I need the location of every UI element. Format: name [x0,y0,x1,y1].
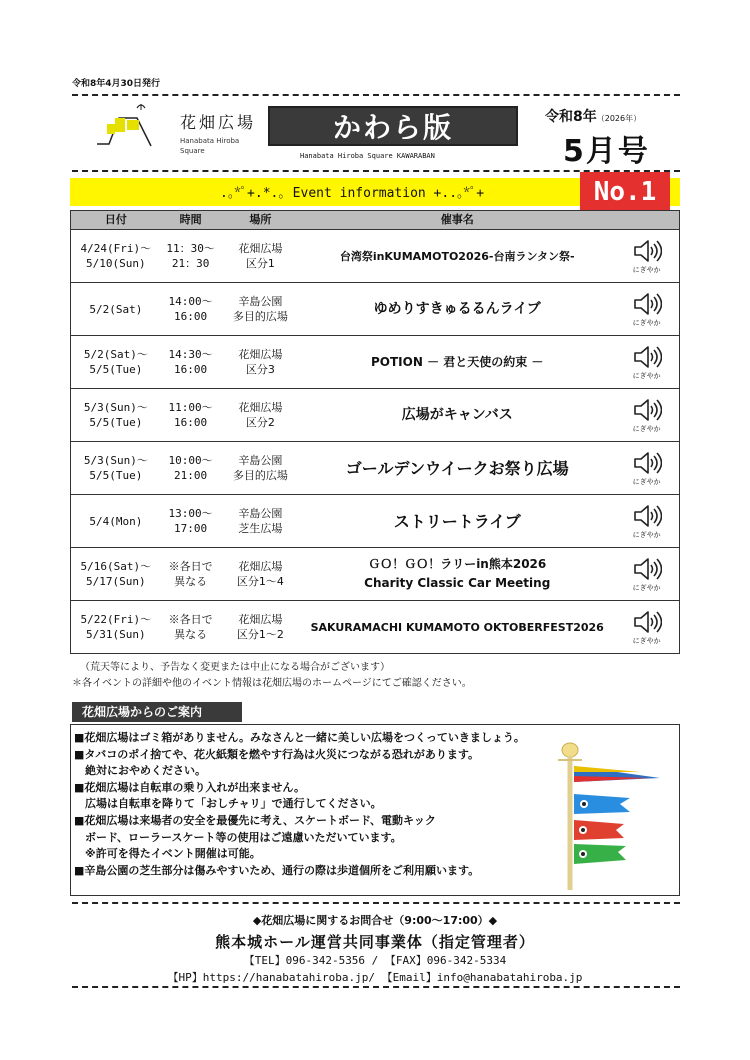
event-date: 4/24(Fri)～ 5/10(Sun) [80,242,152,270]
brand-sub: Hanabata Hiroba Square [180,137,240,155]
event-date: 5/3(Sun)～ 5/5(Tue) [83,401,148,429]
guide-tab: 花畑広場からのご案内 [72,702,242,722]
guide-line: ボード、ローラースケート等の使用はご遠慮いただいています。 [74,830,402,844]
guide-line: ※許可を得たイベント開催は可能。 [74,847,261,861]
sound-label: にぎやか [632,424,661,433]
sound-level [614,344,679,381]
event-name: ゆめりすきゅるるんライブ [373,300,541,317]
event-place: 辛島公園 多目的広場 [232,454,288,482]
event-name: POTION － 君と天使の約束 － [371,354,544,369]
event-name: ストリートライブ [393,511,521,531]
event-place: 辛島公園 多目的広場 [232,295,288,323]
event-name: SAKURAMACHI KUMAMOTO OKTOBERFEST2026 [310,620,604,634]
note-weather: （荒天等により、予告なく変更または中止になる場合がございます） [80,662,390,673]
table-row [71,388,679,441]
table-row [71,335,679,388]
guide-line: ■花畑広場はゴミ箱がありません。みなさんと一緒に美しい広場をつくっていきましょう。 [74,731,525,744]
event-name: ＧＯ！ＧＯ！ラリーin熊本2026 Charity Classic Car Meeting [364,557,551,590]
contact-heading: ◆花畑広場に関するお問合せ（9:00～17:00）◆ [252,914,498,927]
table-row [71,441,679,494]
sound-label: にぎやか [632,636,661,645]
event-time: ※各日で 異なる [168,560,213,588]
table-row [71,600,679,653]
table-row [71,229,679,282]
header-event: 催事名 [440,213,474,226]
table-header [71,211,679,229]
newsletter-title: かわら版 [268,106,518,146]
event-date: 5/2(Sat)～ 5/5(Tue) [83,348,148,376]
event-place: 花畑広場 区分1 [238,242,283,270]
speaker-icon [632,291,662,317]
speaker-icon [632,609,662,635]
sound-level [614,556,679,593]
sound-level [614,609,679,646]
event-place: 花畑広場 区分3 [238,348,283,376]
era-year: 令和8年（2026年） [545,109,642,125]
event-time: 10:00～ 21:00 [168,454,213,482]
sound-label: にぎやか [632,530,661,539]
guide-line: ■タバコのポイ捨てや、花火紙類を燃やす行為は火災につながる恐れがあります。 [74,747,479,761]
event-name: 台湾祭inKUMAMOTO2026-台南ランタン祭- [339,249,575,263]
sound-label: にぎやか [632,371,661,380]
event-date: 5/2(Sat) [89,302,143,316]
speaker-icon [632,238,662,264]
table-row [71,547,679,600]
speaker-icon [632,556,662,582]
table-row [71,494,679,547]
issue-number-badge: No.1 [580,172,670,212]
header-place: 場所 [249,213,272,226]
sound-label: にぎやか [632,583,661,592]
sound-level [614,397,679,434]
sound-level [614,450,679,487]
event-date: 5/16(Sat)～ 5/17(Sun) [80,560,152,588]
issue-month: 5月号 [563,134,650,169]
header-date: 日付 [104,213,127,226]
divider-bottom [72,986,680,988]
contact-phone: 【TEL】096-342-5356 / 【FAX】096-342-5334 [243,954,507,967]
event-time: 14:30～ 16:00 [168,348,213,376]
table-row [71,282,679,335]
event-time: 14:00～ 16:00 [168,295,213,323]
event-place: 辛島公園 芝生広場 [238,507,283,535]
event-time: 11:00～ 16:00 [168,401,213,429]
divider-top [72,94,680,96]
guide-line: ■辛島公園の芝生部分は傷みやすいため、通行の際は歩道個所をご利用願います。 [74,863,480,877]
guide-line: ■花畑広場は自転車の乗り入れが出来ません。 [74,780,306,794]
speaker-icon [632,450,662,476]
sound-level [614,291,679,328]
header-time: 時間 [179,213,202,226]
guide-lines [74,730,525,879]
guide-line: 絶対におやめください。 [74,764,206,778]
sound-label: にぎやか [632,318,661,327]
guide-line: ■花畑広場は来場者の安全を最優先に考え、スケートボード、電動キック [74,813,436,827]
newsletter-subtitle: Hanabata Hiroba Square KAWARABAN [300,152,435,160]
sound-level [614,238,679,275]
divider-footer [72,902,680,904]
speaker-icon [632,344,662,370]
event-place: 花畑広場 区分1～2 [236,613,284,641]
sound-label: にぎやか [632,477,661,486]
note-homepage: ＊各イベントの詳細や他のイベント情報は花畑広場のホームページにてご確認ください。 [72,678,472,689]
sound-label: にぎやか [632,265,661,274]
speaker-icon [632,503,662,529]
event-place: 花畑広場 区分1～4 [236,560,284,588]
event-date: 5/4(Mon) [89,514,143,528]
speaker-icon [632,397,662,423]
event-time: ※各日で 異なる [168,613,213,641]
hanabata-logo-icon [95,100,175,152]
sound-level [614,503,679,540]
header-sound [614,211,679,229]
event-time: 13:00～ 17:00 [168,507,213,535]
event-date: 5/22(Fri)～ 5/31(Sun) [80,613,152,641]
koinobori-icon [520,742,670,892]
event-name: ゴールデンウイークお祭り広場 [345,458,569,478]
event-date: 5/3(Sun)～ 5/5(Tue) [83,454,148,482]
event-table [70,210,680,654]
event-place: 花畑広場 区分2 [238,401,283,429]
brand-name: 花畑広場 [180,113,257,132]
issue-date: 令和8年4月30日発行 [72,79,161,89]
guide-line: 広場は自転車を降りて「おしチャリ」で通行してください。 [74,797,382,811]
contact-web: 【HP】https://hanabatahiroba.jp/ 【Email】info@hanabatahiroba.jp [167,971,583,984]
event-banner-text: .｡*ﾟ+.*.｡ Event information +..｡*ﾟ+ [220,186,485,201]
event-name: 広場がキャンバス [401,406,513,423]
event-time: 11：30～ 21：30 [166,242,215,270]
organization-name: 熊本城ホール運営共同事業体（指定管理者） [215,933,535,951]
